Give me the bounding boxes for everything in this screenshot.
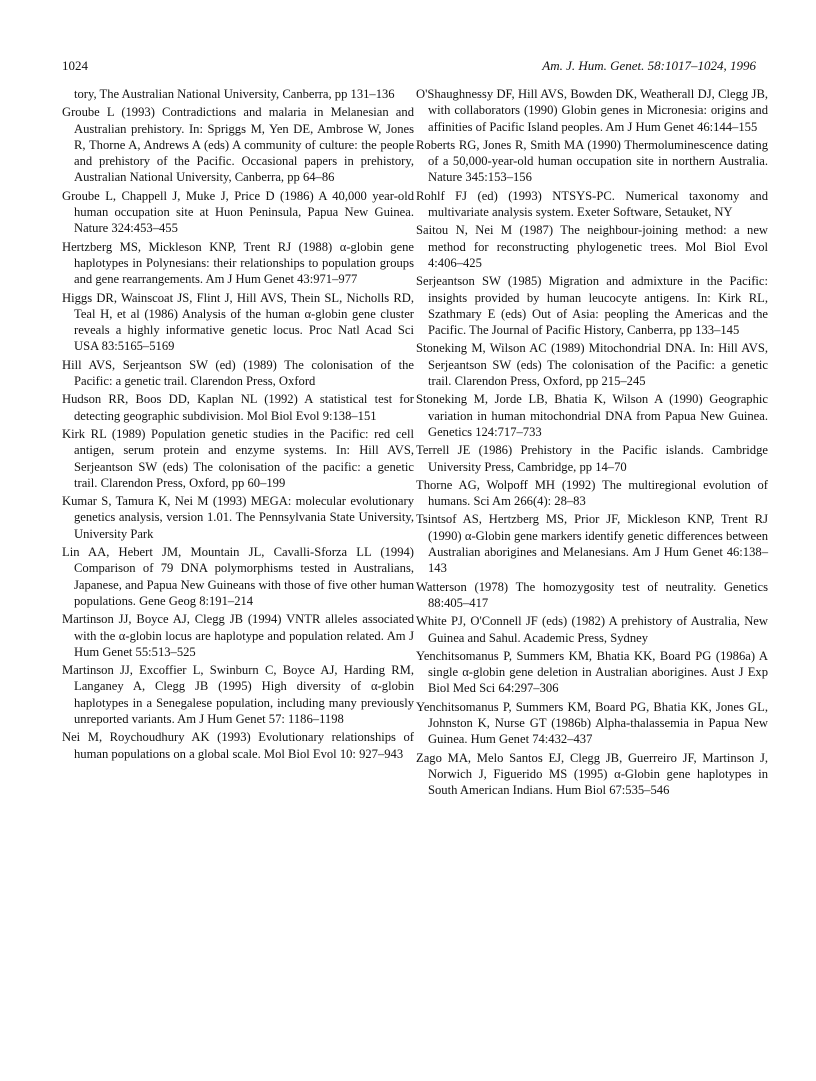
reference-item: Higgs DR, Wainscoat JS, Flint J, Hill AVS, Thein SL, Nicholls RD, Teal H, et al (1986) Analysis of the human α-globin gene cluster reveals a highly informative genetic locus. Proc Natl Acad Sci USA 83:5165–5169 bbox=[62, 290, 414, 354]
page-number: 1024 bbox=[62, 58, 88, 73]
reference-item: tory, The Australian National University, Canberra, pp 131–136 bbox=[74, 87, 395, 101]
reference-item: Stoneking M, Jorde LB, Bhatia K, Wilson A (1990) Geographic variation in human mitochondrial DNA from Papua New Guinea. Genetics 124:717–733 bbox=[416, 392, 768, 439]
reference-item: Yenchitsomanus P, Summers KM, Board PG, Bhatia KK, Jones GL, Johnston K, Nurse GT (1986b) Alpha-thalassemia in Papua New Guinea. Hum Genet 74:432–437 bbox=[416, 699, 768, 747]
reference-item: Rohlf FJ (ed) (1993) NTSYS-PC. Numerical taxonomy and multivariate analysis system. Exeter Software, Setauket, NY bbox=[416, 188, 768, 220]
references-right-column bbox=[416, 86, 768, 800]
reference-item: Serjeantson SW (1985) Migration and admixture in the Pacific: insights provided by human leucocyte antigens. In: Kirk RL, Szathmary E (eds) Out of Asia: peopling the Americas and the Pacific. The Journal of Pacific History, Canberra, pp 133–145 bbox=[416, 274, 768, 338]
reference-item: Yenchitsomanus P, Summers KM, Bhatia KK, Board PG (1986a) A single α-globin gene deletion in Australian aborigines. Aust J Exp Biol Med Sci 64:297–306 bbox=[416, 648, 768, 696]
reference-item: Hertzberg MS, Mickleson KNP, Trent RJ (1988) α-globin gene haplotypes in Polynesians: their relationships to population groups and gene rearrangements. Am J Hum Genet 43:971–977 bbox=[62, 239, 414, 287]
reference-item: White PJ, O'Connell JF (eds) (1982) A prehistory of Australia, New Guinea and Sahul. Academic Press, Sydney bbox=[416, 614, 768, 645]
reference-item: Stoneking M, Wilson AC (1989) Mitochondrial DNA. In: Hill AVS, Serjeantson SW (eds) The colonisation of the Pacific: a genetic trail. Clarendon Press, Oxford, pp 215–245 bbox=[416, 341, 768, 389]
reference-item: Tsintsof AS, Hertzberg MS, Prior JF, Mickleson KNP, Trent RJ (1990) α-Globin gene markers identify genetic differences between Australian aborigines and Melanesians. Am J Hum Genet 46:138–143 bbox=[416, 512, 768, 576]
journal-citation: Am. J. Hum. Genet. 58:1017–1024, 1996 bbox=[542, 58, 756, 73]
reference-item: Groube L (1993) Contradictions and malaria in Melanesian and Australian prehistory. In: Spriggs M, Yen DE, Ambrose W, Jones R, Thorne A, Andrews A (eds) A community of culture: the people and prehistory of the Pacific. Occasional papers in prehistory, Australian National University, Canberra, pp 64–86 bbox=[62, 105, 414, 185]
reference-item: Lin AA, Hebert JM, Mountain JL, Cavalli-Sforza LL (1994) Comparison of 79 DNA polymorphisms tested in Australians, Japanese, and Papua New Guineans with those of five other human populations. Gene Geog 8:191–214 bbox=[62, 545, 414, 608]
reference-item: Groube L, Chappell J, Muke J, Price D (1986) A 40,000 year-old human occupation site at Huon Peninsula, Papua New Guinea. Nature 324:453–455 bbox=[62, 188, 414, 236]
reference-item: Thorne AG, Wolpoff MH (1992) The multiregional evolution of humans. Sci Am 266(4): 28–83 bbox=[416, 477, 768, 509]
reference-item: Saitou N, Nei M (1987) The neighbour-joining method: a new method for reconstructing phylogenetic trees. Mol Biol Evol 4:406–425 bbox=[416, 223, 768, 270]
reference-item: Martinson JJ, Excoffier L, Swinburn C, Boyce AJ, Harding RM, Langaney A, Clegg JB (1995) High diversity of α-globin haplotypes in a Senegalese population, including many previously unreported variants. Am J Hum Genet 57: 1186–1198 bbox=[62, 663, 414, 726]
reference-item: Nei M, Roychoudhury AK (1993) Evolutionary relationships of human populations on a global scale. Mol Biol Evol 10: 927–943 bbox=[62, 730, 414, 761]
reference-item: Terrell JE (1986) Prehistory in the Pacific islands. Cambridge University Press, Cambridge, pp 14–70 bbox=[416, 443, 768, 474]
reference-item: Zago MA, Melo Santos EJ, Clegg JB, Guerreiro JF, Martinson J, Norwich J, Figuerido MS (1995) α-Globin gene haplotypes in South American Indians. Hum Biol 67:535–546 bbox=[416, 750, 768, 798]
reference-item: Kumar S, Tamura K, Nei M (1993) MEGA: molecular evolutionary genetics analysis, version 1.01. The Pennsylvania State University, University Park bbox=[62, 494, 414, 541]
reference-item: Hudson RR, Boos DD, Kaplan NL (1992) A statistical test for detecting geographic subdivision. Mol Biol Evol 9:138–151 bbox=[62, 392, 414, 423]
reference-item: O'Shaughnessy DF, Hill AVS, Bowden DK, Weatherall DJ, Clegg JB, with collaborators (1990) Globin genes in Micronesia: origins and affinities of Pacific Island peoples. Am J Hum Genet 46:144–155 bbox=[416, 87, 768, 134]
reference-item: Roberts RG, Jones R, Smith MA (1990) Thermoluminescence dating of a 50,000-year-old human occupation site in northern Australia. Nature 345:153–156 bbox=[416, 137, 768, 185]
reference-item: Hill AVS, Serjeantson SW (ed) (1989) The colonisation of the Pacific: a genetic trail. Clarendon Press, Oxford bbox=[62, 357, 414, 389]
reference-item: Kirk RL (1989) Population genetic studies in the Pacific: red cell antigen, serum protein and enzyme systems. In: Hill AVS, Serjeantson SW (eds) The colonisation of the pacific: a genetic trail. Clarendon Press, Oxford, pp 60–199 bbox=[62, 426, 414, 490]
reference-item: Martinson JJ, Boyce AJ, Clegg JB (1994) VNTR alleles associated with the α-globin locus are haplotype and population related. Am J Hum Genet 55:513–525 bbox=[62, 612, 414, 659]
reference-item: Watterson (1978) The homozygosity test of neutrality. Genetics 88:405–417 bbox=[416, 579, 768, 610]
references-left-column bbox=[62, 86, 414, 764]
